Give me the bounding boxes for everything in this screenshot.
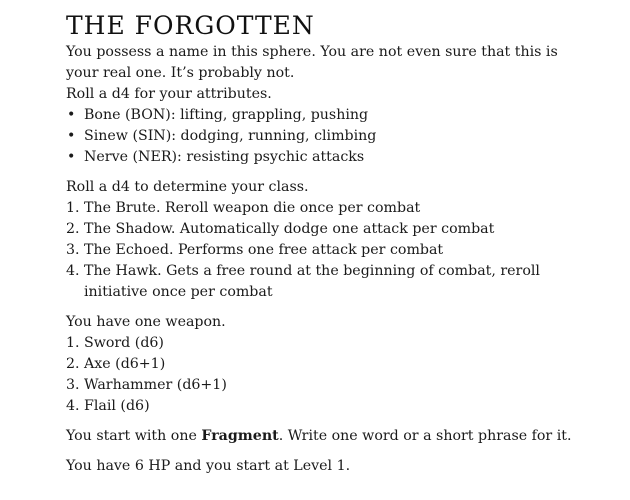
- number-marker: 1.: [66, 200, 80, 216]
- number-marker: 3.: [66, 242, 80, 258]
- fragment-text-after: . Write one word or a short phrase for it.: [278, 428, 572, 444]
- fragment-term: Fragment: [201, 428, 279, 444]
- attributes-list: [66, 105, 586, 168]
- class-text: The Echoed. Performs one free attack per combat: [84, 242, 444, 258]
- attribute-text: Nerve (NER): resisting psychic attacks: [84, 149, 365, 165]
- fragment-text-before: You start with one: [66, 428, 202, 444]
- attribute-text: Bone (BON): lifting, grappling, pushing: [84, 107, 369, 123]
- weapon-text: Warhammer (d6+1): [84, 377, 227, 393]
- attributes-heading: Roll a d4 for your attributes.: [66, 86, 272, 102]
- number-marker: 2.: [66, 221, 80, 237]
- class-text: The Brute. Reroll weapon die once per combat: [84, 200, 421, 216]
- list-item: [66, 396, 586, 417]
- weapons-section: [66, 312, 586, 417]
- attributes-section: [66, 84, 586, 168]
- weapons-heading: You have one weapon.: [66, 314, 226, 330]
- list-item: [66, 105, 586, 126]
- list-item: [66, 147, 586, 168]
- classes-list: [66, 198, 586, 303]
- number-marker: 3.: [66, 377, 80, 393]
- list-item: [66, 240, 586, 261]
- class-text: The Hawk. Gets a free round at the beginning of combat, reroll initiative once per combat: [84, 263, 540, 300]
- list-item: [66, 375, 586, 396]
- classes-heading: Roll a d4 to determine your class.: [66, 179, 309, 195]
- number-marker: 4.: [66, 263, 80, 279]
- attribute-text: Sinew (SIN): dodging, running, climbing: [84, 128, 377, 144]
- page-title: THE FORGOTTEN: [66, 11, 315, 40]
- weapon-text: Flail (d6): [84, 398, 150, 414]
- intro-paragraph: You possess a name in this sphere. You are not even sure that this is your real one. It’s probably not.: [66, 44, 558, 81]
- class-text: The Shadow. Automatically dodge one attack per combat: [84, 221, 495, 237]
- fragment-paragraph: [66, 426, 586, 447]
- number-marker: 2.: [66, 356, 80, 372]
- number-marker: 1.: [66, 335, 80, 351]
- document-page: [66, 11, 586, 477]
- bullet-marker: •: [67, 128, 76, 144]
- list-item: [66, 333, 586, 354]
- weapons-list: [66, 333, 586, 417]
- list-item: [66, 126, 586, 147]
- list-item: [66, 261, 586, 303]
- hp-level-paragraph: You have 6 HP and you start at Level 1.: [66, 458, 351, 474]
- list-item: [66, 219, 586, 240]
- number-marker: 4.: [66, 398, 80, 414]
- weapon-text: Axe (d6+1): [84, 356, 166, 372]
- bullet-marker: •: [67, 107, 76, 123]
- weapon-text: Sword (d6): [84, 335, 164, 351]
- bullet-marker: •: [67, 149, 76, 165]
- classes-section: [66, 177, 586, 303]
- list-item: [66, 354, 586, 375]
- list-item: [66, 198, 586, 219]
